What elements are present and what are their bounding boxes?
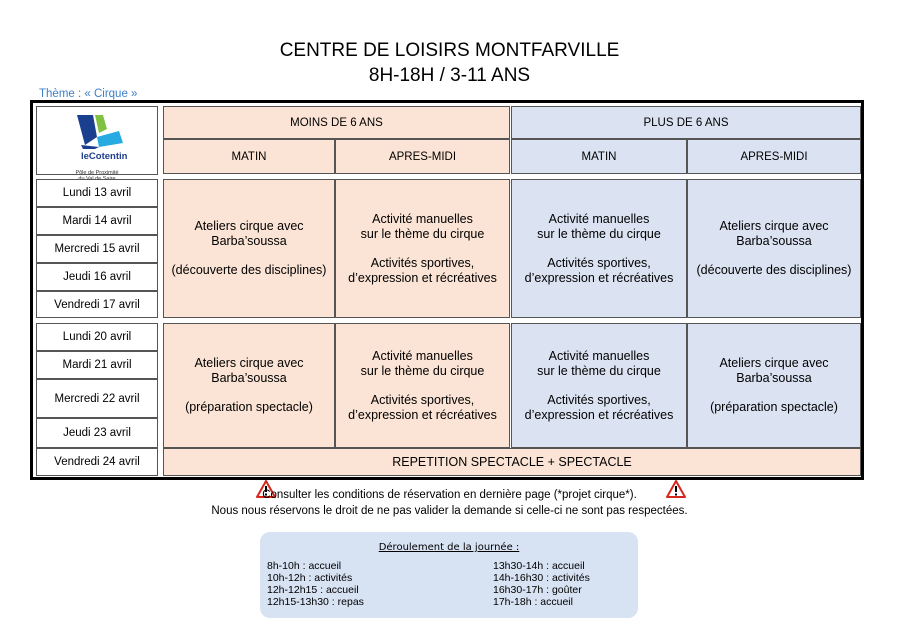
day-cell: Vendredi 17 avril — [36, 291, 158, 318]
schedule-item: 13h30-14h : accueil — [493, 560, 585, 572]
col-header-over6-matin: MATIN — [511, 139, 687, 174]
lecotentin-logo-icon — [37, 107, 159, 176]
activity-cell-w1-over6-apres-midi: Ateliers cirque avec Barba’soussa (découverte des disciplines) — [687, 179, 861, 318]
spectacle-row: REPETITION SPECTACLE + SPECTACLE — [163, 448, 861, 476]
day-cell: Vendredi 24 avril — [36, 448, 158, 476]
logo — [36, 106, 158, 175]
group-header-over-6: PLUS DE 6 ANS — [511, 106, 861, 139]
schedule-item: 12h-12h15 : accueil — [267, 584, 359, 596]
activity-cell-w2-under6-matin: Ateliers cirque avec Barba’soussa (préparation spectacle) — [163, 323, 335, 448]
schedule-item: 16h30-17h : goûter — [493, 584, 582, 596]
schedule-item: 17h-18h : accueil — [493, 596, 573, 608]
day-cell: Lundi 20 avril — [36, 323, 158, 351]
logo-name: leCotentin — [81, 151, 128, 162]
group-header-under-6: MOINS DE 6 ANS — [163, 106, 510, 139]
page-subtitle: 8H-18H / 3-11 ANS — [368, 65, 531, 86]
validation-note: Nous nous réservons le droit de ne pas valider la demande si celle-ci ne sont pas respectées. — [211, 505, 688, 517]
col-header-under6-matin: MATIN — [163, 139, 335, 174]
schedule-right-column — [493, 560, 590, 608]
activity-cell-w2-over6-matin: Activité manuelles sur le thème du cirque Activités sportives, d’expression et récréatives — [511, 323, 687, 448]
day-cell: Jeudi 16 avril — [36, 263, 158, 291]
reservation-note: Consulter les conditions de réservation en dernière page (*projet cirque*). — [262, 489, 637, 501]
logo-subtitle: Pôle de Proximité — [75, 170, 119, 176]
daily-schedule-box — [260, 532, 638, 618]
day-cell: Mercredi 22 avril — [36, 379, 158, 418]
col-header-over6-apres-midi: APRES-MIDI — [687, 139, 861, 174]
day-cell: Mercredi 15 avril — [36, 235, 158, 263]
schedule-item: 12h15-13h30 : repas — [267, 596, 364, 608]
day-cell: Mardi 14 avril — [36, 207, 158, 235]
schedule-title: Déroulement de la journée : — [378, 542, 520, 553]
schedule-item: 8h-10h : accueil — [267, 560, 342, 572]
day-cell: Lundi 13 avril — [36, 179, 158, 207]
activity-cell-w2-over6-apres-midi: Ateliers cirque avec Barba’soussa (préparation spectacle) — [687, 323, 861, 448]
activity-cell-w2-under6-apres-midi: Activité manuelles sur le thème du cirque Activités sportives, d’expression et récréatives — [335, 323, 510, 448]
schedule-item: 14h-16h30 : activités — [493, 572, 590, 584]
theme-label: Thème : « Cirque » — [39, 88, 138, 100]
day-cell: Mardi 21 avril — [36, 351, 158, 379]
schedule-left-column — [267, 560, 364, 608]
activity-cell-w1-over6-matin: Activité manuelles sur le thème du cirque Activités sportives, d’expression et récréatives — [511, 179, 687, 318]
activity-cell-w1-under6-apres-midi: Activité manuelles sur le thème du cirque Activités sportives, d’expression et récréatives — [335, 179, 510, 318]
day-cell: Jeudi 23 avril — [36, 418, 158, 448]
schedule-item: 10h-12h : activités — [267, 572, 353, 584]
activity-cell-w1-under6-matin: Ateliers cirque avec Barba’soussa (découverte des disciplines) — [163, 179, 335, 318]
page-title: CENTRE DE LOISIRS MONTFARVILLE — [279, 40, 620, 61]
col-header-under6-apres-midi: APRES-MIDI — [335, 139, 510, 174]
schedule-table — [30, 100, 864, 480]
